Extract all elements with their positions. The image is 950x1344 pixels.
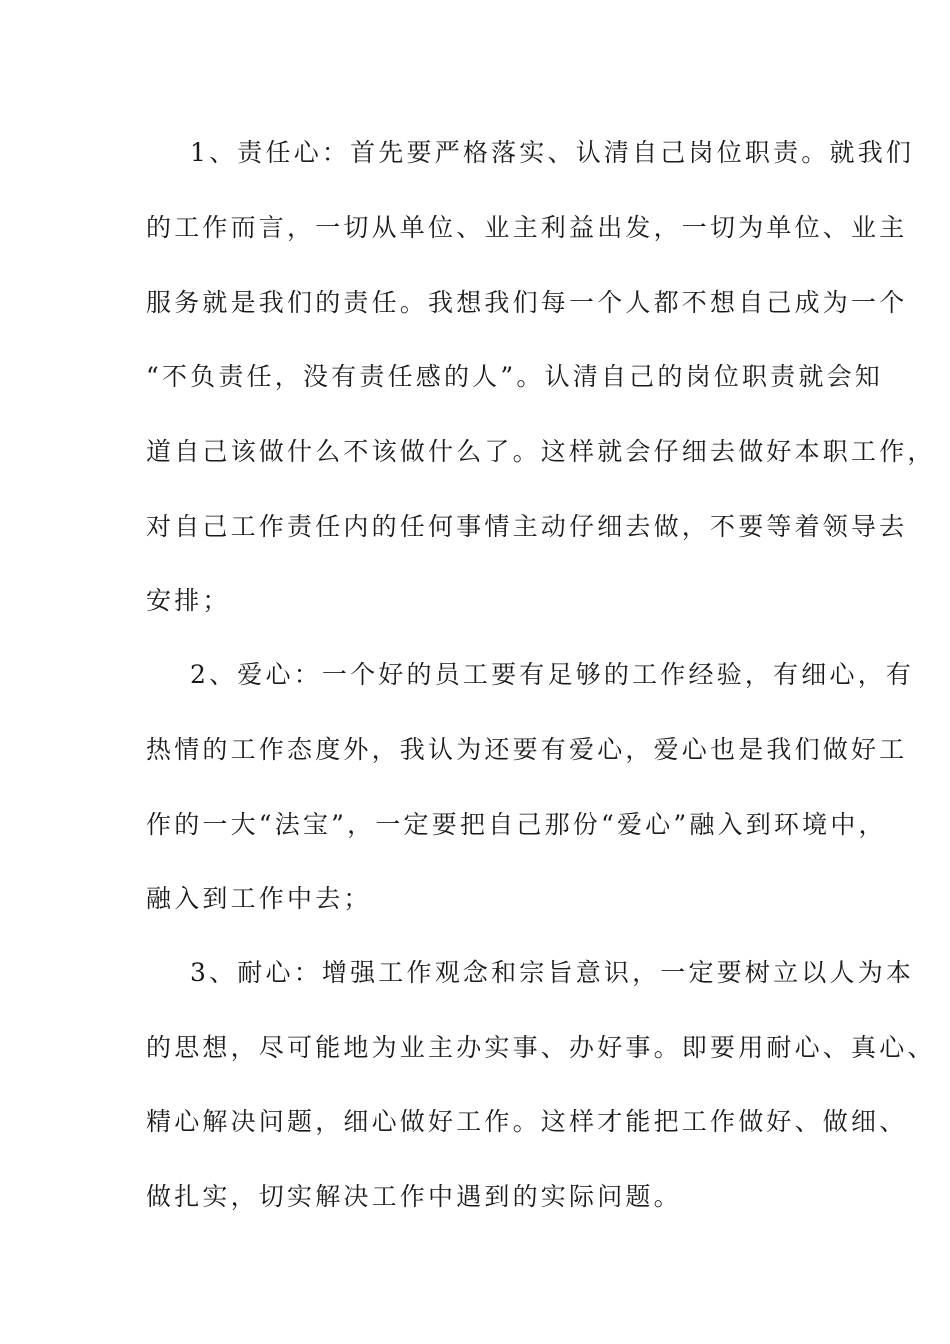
paragraph-2-line-4: 融入到工作中去； (146, 884, 372, 913)
paragraph-1-line-3: 服务就是我们的责任。我想我们每一个人都不想自己成为一个 (146, 288, 908, 317)
paragraph-1-line-7: 安排； (146, 586, 231, 615)
paragraph-3-line-3: 精心解决问题，细心做好工作。这样才能把工作做好、做细、 (146, 1107, 908, 1136)
paragraph-1-line-6: 对自己工作责任内的任何事情主动仔细去做，不要等着领导去 (146, 512, 908, 541)
paragraph-2-line-1: 2、爱心：一个好的员工要有足够的工作经验，有细心，有 (190, 660, 915, 689)
paragraph-1-line-5: 道自己该做什么不该做什么了。这样就会仔细去做好本职工作， (146, 437, 936, 466)
paragraph-1-line-1: 1、责任心：首先要严格落实、认清自己岗位职责。就我们 (190, 138, 915, 167)
paragraph-3-line-1: 3、耐心：增强工作观念和宗旨意识，一定要树立以人为本 (190, 958, 915, 987)
paragraph-2-line-2: 热情的工作态度外，我认为还要有爱心，爱心也是我们做好工 (146, 735, 908, 764)
paragraph-3-line-4: 做扎实，切实解决工作中遇到的实际问题。 (146, 1182, 682, 1211)
paragraph-2-line-3: 作的一大“法宝”，一定要把自己那份“爱心”融入到环境中， (146, 810, 887, 839)
paragraph-1-line-2: 的工作而言，一切从单位、业主利益出发，一切为单位、业主 (146, 213, 908, 242)
paragraph-1-line-4: “不负责任，没有责任感的人”。认清自己的岗位职责就会知 (146, 362, 883, 391)
paragraph-3-line-2: 的思想，尽可能地为业主办实事、办好事。即要用耐心、真心、 (146, 1033, 936, 1062)
